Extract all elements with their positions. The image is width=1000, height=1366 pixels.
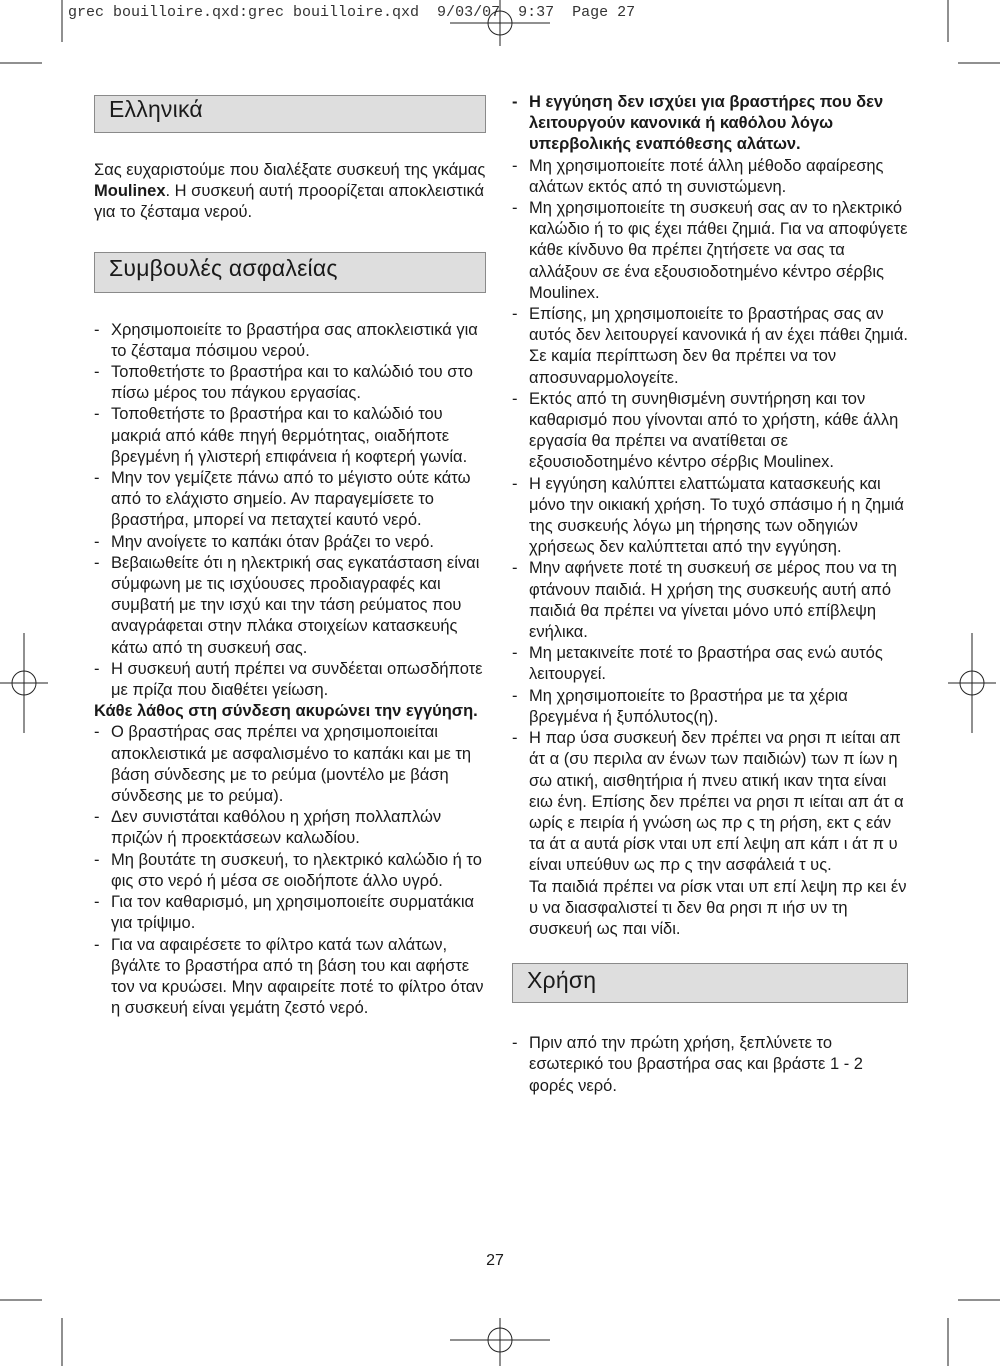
list-item: - Η παρ ύσα συσκευή δεν πρέπει να ρησι π ιείται απ άτ α (συ περιλα αν ένων των παιδιών) των π ίων η σω ατική, αισθητήρια ή πνευ ατική ικαν τητα είναι ειω ένη. Επίσης δεν πρέπει να ρησι π ιείται απ άτ α ωρίς ε πειρία ή γνώση ως πρ ς τη ρήση, εκτ ς εάν τα άτ α αυτά ρίσκ νται υπ επί λεψη απ κάπ ι άτ π υ είναι υπεύθυν ως πρ ς την ασφάλειά τ υς. xyxy=(512,728,908,876)
list-item: - Εκτός από τη συνηθισμένη συντήρηση και τον καθαρισμό που γίνονται από το χρήστη, κάθε άλλη εργασία θα πρέπει να ανατίθεται σε εξουσιοδοτημένο κέντρο σέρβις Moulinex. xyxy=(512,389,908,474)
list-item: - Βεβαιωθείτε ότι η ηλεκτρική σας εγκατάσταση είναι σύμφωνη με τις ισχύουσες προδιαγραφές και συμβατή με την ισχύ και την τάση ρεύματος που αναγράφεται στην πλάκα στοιχείων κατασκευής κάτω από τη συσκευή σας. xyxy=(94,553,486,659)
list-item: - Μην τον γεμίζετε πάνω από το μέγιστο ούτε κάτω από το ελάχιστο σημείο. Αν παραγεμίσετε το βραστήρα, μπορεί να πεταχτεί καυτό νερό. xyxy=(94,468,486,532)
list-item: - Πριν από την πρώτη χρήση, ξεπλύνετε το εσωτερικό του βραστήρα σας και βράστε 1 - 2 φορές νερό. xyxy=(512,1033,908,1097)
language-heading: Ελληνικά xyxy=(94,95,486,133)
intro-brand: Moulinex xyxy=(94,182,166,201)
print-slug-line: grec bouilloire.qxd:grec bouilloire.qxd 9/03/07 9:37 Page 27 xyxy=(68,4,636,21)
list-item: - Επίσης, μη χρησιμοποιείτε το βραστήρας σας αν αυτός δεν λειτουργεί κανονικά ή αν έχει πάθει ζημιά. Σε καμία περίπτωση δεν θα πρέπει να τον αποσυναρμολογείτε. xyxy=(512,304,908,389)
right-column xyxy=(512,92,908,1097)
list-item: - Η εγγύηση καλύπτει ελαττώματα κατασκευής και μόνο την οικιακή χρήση. Το τυχό σπάσιμο ή η ζημιά της συσκευής λόγω μη τήρησης των οδηγιών χρήσεως δεν καλύπτεται από την εγγύηση. xyxy=(512,474,908,559)
children-note: Τα παιδιά πρέπει να ρίσκ νται υπ επί λεψη πρ κει έν υ να διασφαλιστεί τι δεν θα ρησι π ιήσ υν τη συσκευή ως παι νίδι. xyxy=(529,877,907,938)
list-item: - Μην αφήνετε ποτέ τη συσκευή σε μέρος που να τη φτάνουν παιδιά. Η χρήση της συσκευής αυτή από παιδιά θα πρέπει να γίνεται μόνο υπό επίβλεψη ενήλικα. xyxy=(512,558,908,643)
list-item: - Τοποθετήστε το βραστήρα και το καλώδιό του μακριά από κάθε πηγή θερμότητας, οιαδήποτε βρεγμένη ή γλιστερή επιφάνεια ή κοφτερή γωνία. xyxy=(94,404,486,468)
warranty-list xyxy=(512,92,908,877)
list-item: - Για τον καθαρισμό, μη χρησιμοποιείτε συρματάκια για τρίψιμο. xyxy=(94,892,486,934)
list-item: - Μη χρησιμοποιείτε τη συσκευή σας αν το ηλεκτρικό καλώδιο ή το φις έχει πάθει ζημιά. Για να αποφύγετε κάθε κίνδυνο θα πρέπει ζητήσετε να σας τα αλλάξουν σε ένα εξουσιοδοτημένο κέντρο σέρβις Moulinex. xyxy=(512,198,908,304)
use-list xyxy=(512,1033,908,1097)
use-heading: Χρήση xyxy=(512,963,908,1003)
safety-list-a xyxy=(94,320,486,702)
page-number: 27 xyxy=(486,1252,504,1269)
list-item: - Για να αφαιρέσετε το φίλτρο κατά των αλάτων, βγάλτε το βραστήρα από τη βάση του και αφήστε τον να κρυώσει. Μην αφαιρείτε ποτέ το φίλτρο όταν η συσκευή είναι γεμάτη ζεστό νερό. xyxy=(94,935,486,1020)
list-item: - Μην ανοίγετε το καπάκι όταν βράζει το νερό. xyxy=(94,532,486,553)
intro-text-2: . Η συσκευή αυτή προορίζεται αποκλειστικά για το ζέσταμα νερού. xyxy=(94,182,485,222)
list-item: - Μη μετακινείτε ποτέ το βραστήρα σας ενώ αυτός λειτουργεί. xyxy=(512,643,908,685)
list-item: - Ο βραστήρας σας πρέπει να χρησιμοποιείται αποκλειστικά με ασφαλισμένο το καπάκι και με τη βάση σύνδεσης με το ρεύμα (μοντέλο με βάση σύνδεσης με το ρεύμα). xyxy=(94,722,486,807)
safety-list-b xyxy=(94,722,486,1019)
list-item: - Δεν συνιστάται καθόλου η χρήση πολλαπλών πριζών ή προεκτάσεων καλωδίου. xyxy=(94,807,486,849)
intro-text-1: Σας ευχαριστούμε που διαλέξατε συσκευή της γκάμας xyxy=(94,161,486,179)
list-item: - Τοποθετήστε το βραστήρα και το καλώδιό του στο πίσω μέρος του πάγκου εργασίας. xyxy=(94,362,486,404)
list-item: - Μη βουτάτε τη συσκευή, το ηλεκτρικό καλώδιο ή το φις στο νερό ή μέσα σε οιοδήποτε άλλο υγρό. xyxy=(94,850,486,892)
warranty-warning: Κάθε λάθος στη σύνδεση ακυρώνει την εγγύηση. xyxy=(94,702,478,721)
left-column xyxy=(94,95,486,1019)
intro-paragraph xyxy=(94,160,486,224)
list-item: - Χρησιμοποιείτε το βραστήρα σας αποκλειστικά για το ζέσταμα πόσιμου νερού. xyxy=(94,320,486,362)
list-item: - Μη χρησιμοποιείτε το βραστήρα με τα χέρια βρεγμένα ή ξυπόλυτος(η). xyxy=(512,686,908,728)
list-item: - Μη χρησιμοποιείτε ποτέ άλλη μέθοδο αφαίρεσης αλάτων εκτός από τη συνιστώμενη. xyxy=(512,156,908,198)
list-item-warranty-exclusion: - Η εγγύηση δεν ισχύει για βραστήρες που δεν λειτουργούν κανονικά ή καθόλου λόγω υπερβολικής εναπόθεσης αλάτων. xyxy=(512,92,908,156)
list-item: - Η συσκευή αυτή πρέπει να συνδέεται οπωσδήποτε με πρίζα που διαθέτει γείωση. xyxy=(94,659,486,701)
safety-heading: Συμβουλές ασφαλείας xyxy=(94,252,486,293)
